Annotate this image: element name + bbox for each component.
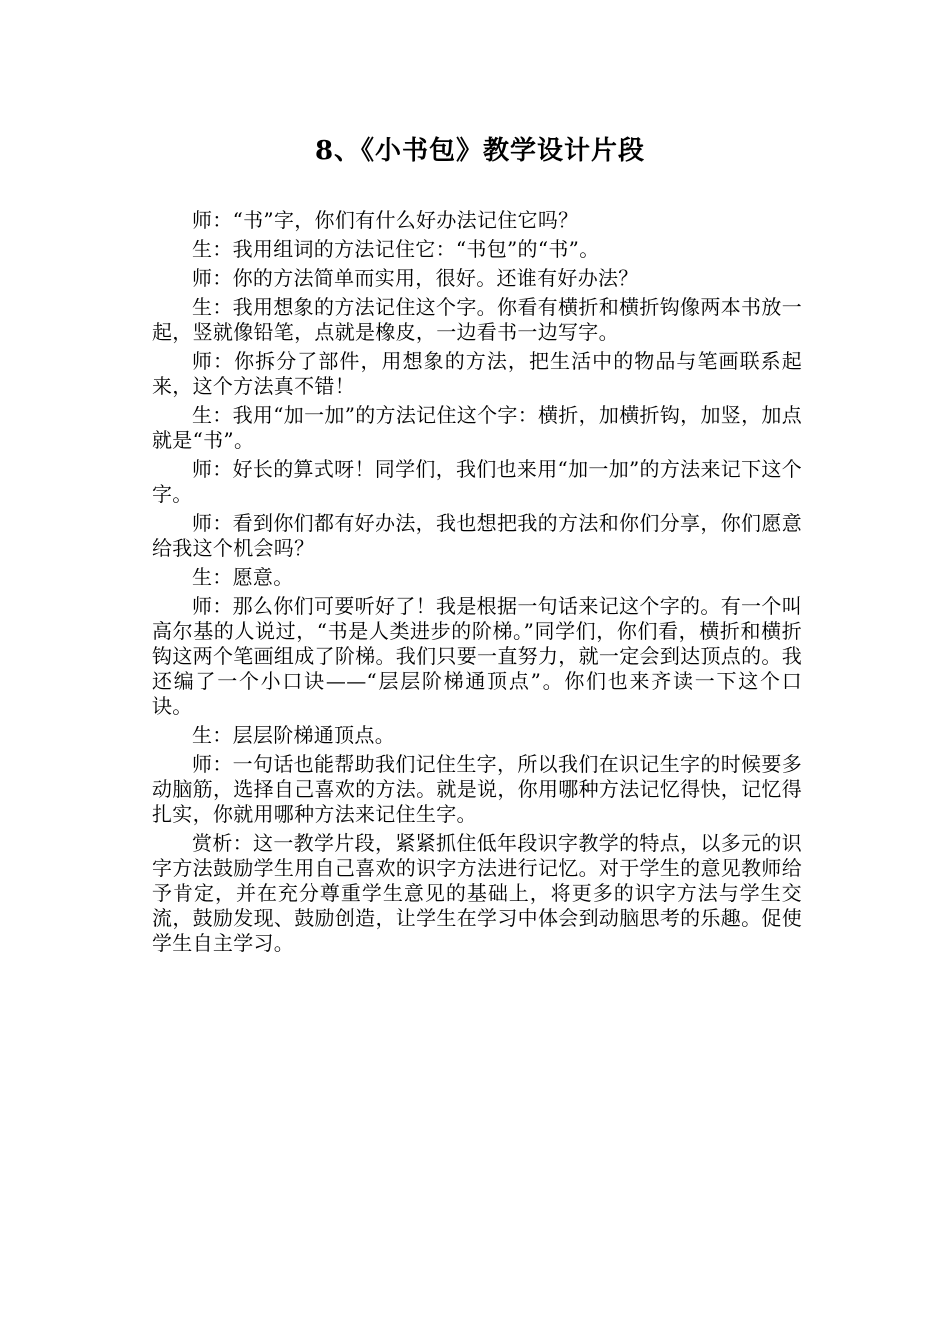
paragraph-9: 生：愿意。 — [192, 565, 294, 589]
paragraph-1: 师：“书”字，你们有什么好办法记住它吗？ — [192, 208, 579, 232]
paragraph-3: 师：你的方法简单而实用，很好。还谁有好办法？ — [192, 266, 639, 290]
document-title: 8、《小书包》教学设计片段 — [314, 136, 646, 166]
paragraph-4: 生：我用想象的方法记住这个字。你看有横折和横折钩像两本书放一起，竖就像铅笔，点就是橡皮，一边看书一边写字。 — [152, 295, 802, 344]
paragraph-13: 赏析：这一教学片段，紧紧抓住低年段识字教学的特点，以多元的识字方法鼓励学生用自己喜欢的识字方法进行记忆。对于学生的意见教师给予肯定，并在充分尊重学生意见的基础上，将更多的识字方法与学生交流，鼓励发现、鼓励创造，让学生在学习中体会到动脑思考的乐趣。促使学生自主学习。 — [152, 831, 802, 955]
paragraph-8: 师：看到你们都有好办法，我也想把我的方法和你们分享，你们愿意给我这个机会吗？ — [152, 511, 802, 560]
paragraph-7: 师：好长的算式呀！同学们，我们也来用“加一加”的方法来记下这个字。 — [152, 457, 802, 506]
document-body — [152, 208, 802, 960]
paragraph-12: 师：一句话也能帮助我们记住生字，所以我们在识记生字的时候要多动脑筋，选择自己喜欢的方法。就是说，你用哪种方法记忆得快，记忆得扎实，你就用哪种方法来记住生字。 — [152, 752, 802, 826]
paragraph-6: 生：我用“加一加”的方法记住这个字：横折，加横折钩，加竖，加点就是“书”。 — [152, 403, 802, 452]
paragraph-11: 生：层层阶梯通顶点。 — [192, 723, 395, 747]
paragraph-5: 师：你拆分了部件，用想象的方法，把生活中的物品与笔画联系起来，这个方法真不错！ — [152, 349, 802, 398]
paragraph-10: 师：那么你们可要听好了！我是根据一句话来记这个字的。有一个叫高尔基的人说过，“书是人类进步的阶梯。”同学们，你们看，横折和横折钩这两个笔画组成了阶梯。我们只要一直努力，就一定会到达顶点的。我还编了一个小口诀——“层层阶梯通顶点”。你们也来齐读一下这个口诀。 — [152, 594, 802, 718]
paragraph-2: 生：我用组词的方法记住它：“书包”的“书”。 — [192, 237, 600, 261]
